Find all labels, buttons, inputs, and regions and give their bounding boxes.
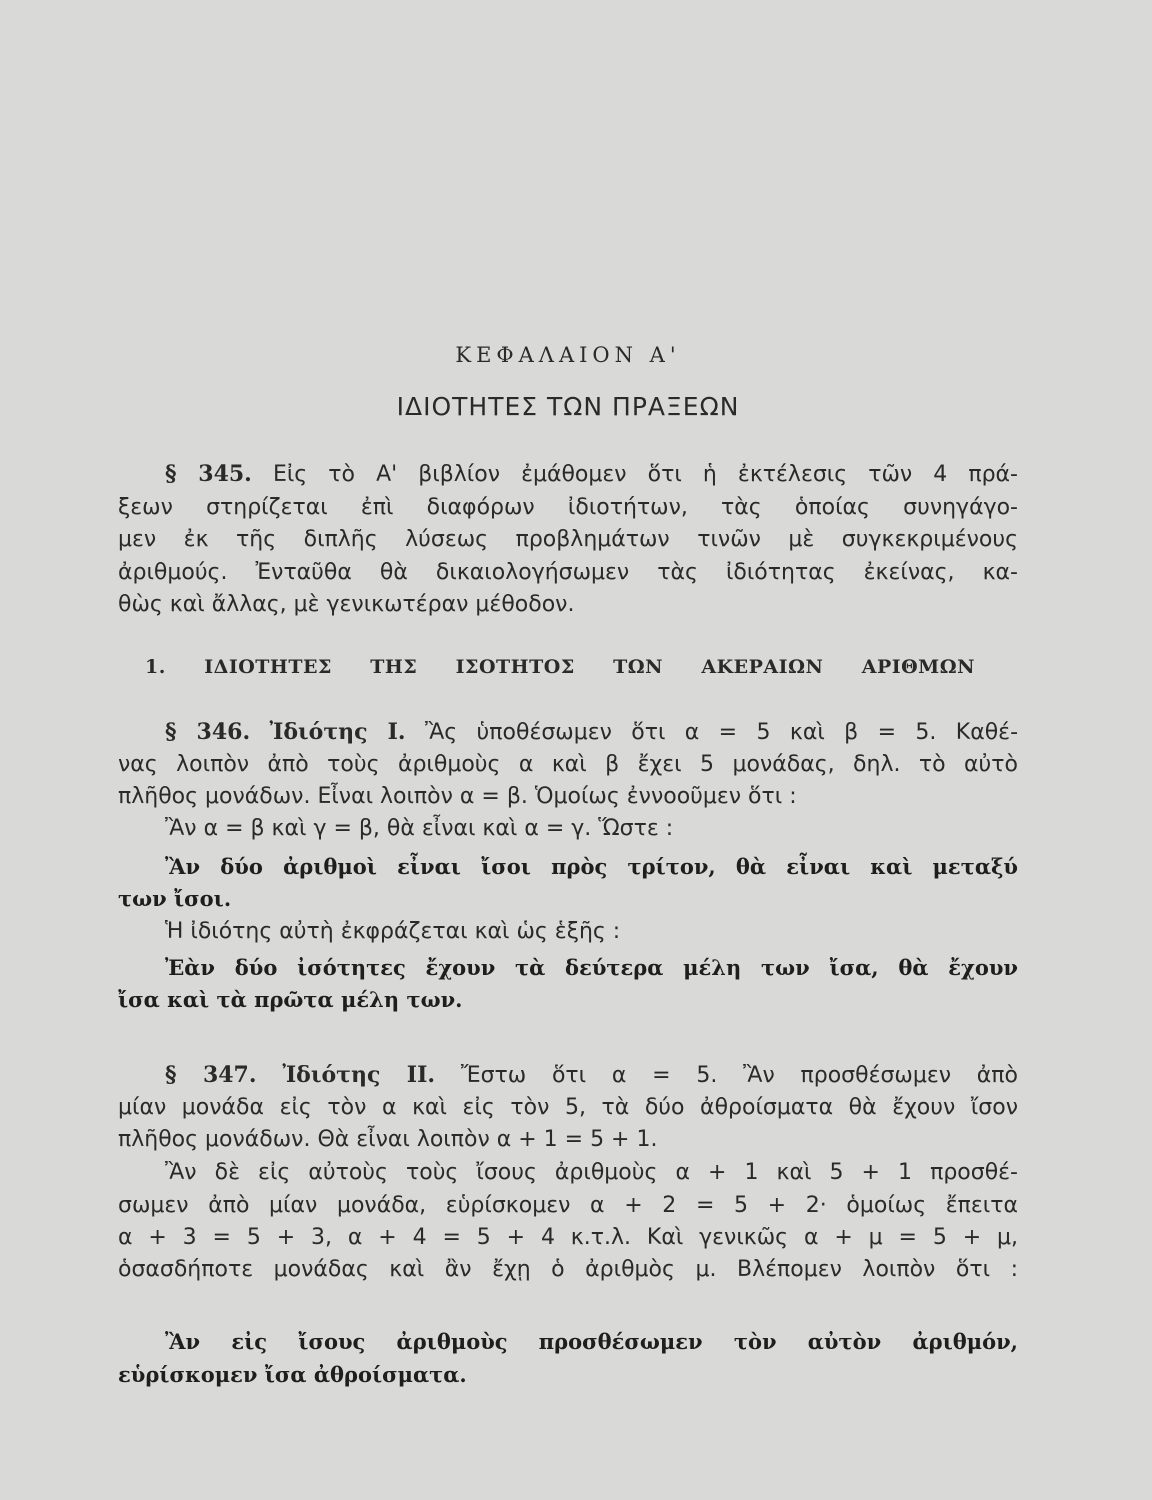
property-label: Ἰδιότης II. [282,1062,436,1088]
text-line: νας λοιπὸν ἀπὸ τοὺς ἀριθμοὺς α καὶ β ἔχει 5 μονάδας, δηλ. τὸ αὐτὸ [118,752,1018,777]
section-number: § 346. [165,719,251,745]
text-line: Ἂν α = β καὶ γ = β, θὰ εἶναι καὶ α = γ. Ὥστε : [165,816,674,841]
chapter-title: ΙΔΙΟΤΗΤΕΣ ΤΩΝ ΠΡΑΞΕΩΝ [396,392,740,421]
text-line: μεν ἐκ τῆς διπλῆς λύσεως προβλημάτων τινῶν μὲ συγκεκριμένους [118,527,1018,552]
text-line: § 346. Ἰδιότης I. Ἂς ὑποθέσωμεν ὅτι α = 5 καὶ β = 5. Καθέ- [165,719,1018,745]
rule-line: Ἐὰν δύο ἰσότητες ἔχουν τὰ δεύτερα μέλη των ἴσα, θὰ ἔχουν [165,955,1018,980]
text-line: ὁσασδήποτε μονάδας καὶ ἂν ἔχῃ ὁ ἀριθμὸς μ. Βλέπομεν λοιπὸν ὅτι : [118,1257,1018,1282]
section-number: § 347. [165,1062,257,1088]
text-line: Ἂν δὲ εἰς αὐτοὺς τοὺς ἴσους ἀριθμοὺς α + 1 καὶ 5 + 1 προσθέ- [165,1160,1018,1185]
rule-line: των ἴσοι. [118,886,232,911]
text-line: § 345. Εἰς τὸ Α' βιβλίον ἐμάθομεν ὅτι ἡ ἐκτέλεσις τῶν 4 πρά- [165,461,1018,487]
rule-line: Ἂν εἰς ἴσους ἀριθμοὺς προσθέσωμεν τὸν αὐτὸν ἀριθμόν, [165,1329,1018,1354]
rule-line: Ἂν δύο ἀριθμοὶ εἶναι ἴσοι πρὸς τρίτον, θὰ εἶναι καὶ μεταξύ [165,854,1018,879]
text-line: Ἡ ἰδιότης αὐτὴ ἐκφράζεται καὶ ὡς ἑξῆς : [165,919,621,944]
text-line: πλῆθος μονάδων. Θὰ εἶναι λοιπὸν α + 1 = 5 + 1. [118,1127,658,1152]
text-line: ἀριθμούς. Ἐνταῦθα θὰ δικαιολογήσωμεν τὰς ἰδιότητας ἐκείνας, κα- [118,560,1018,585]
text-line: πλῆθος μονάδων. Εἶναι λοιπὸν α = β. Ὁμοίως ἐννοοῦμεν ὅτι : [118,784,797,809]
text-line: ξεων στηρίζεται ἐπὶ διαφόρων ἰδιοτήτων, τὰς ὁποίας συνηγάγο- [118,495,1018,520]
section-number: § 345. [165,461,252,487]
text-line: μίαν μονάδα εἰς τὸν α καὶ εἰς τὸν 5, τὰ δύο ἀθροίσματα θὰ ἔχουν ἴσον [118,1095,1018,1120]
section-heading: 1. ΙΔΙΟΤΗΤΕΣ ΤΗΣ ΙΣΟΤΗΤΟΣ ΤΩΝ ΑΚΕΡΑΙΩΝ ΑΡΙΘΜΩΝ [145,656,975,678]
text-line: σωμεν ἀπὸ μίαν μονάδα, εὑρίσκομεν α + 2 = 5 + 2· ὁμοίως ἔπειτα [118,1193,1018,1218]
rule-line: εὑρίσκομεν ἴσα ἀθροίσματα. [118,1362,467,1387]
property-label: Ἰδιότης I. [269,719,406,745]
text-line: θὼς καὶ ἄλλας, μὲ γενικωτέραν μέθοδον. [118,592,575,617]
text-line: α + 3 = 5 + 3, α + 4 = 5 + 4 κ.τ.λ. Καὶ γενικῶς α + μ = 5 + μ, [118,1225,1018,1250]
chapter-label: ΚΕΦΑΛΑΙΟΝ Α' [455,343,681,367]
text-line: § 347. Ἰδιότης II. Ἔστω ὅτι α = 5. Ἂν προσθέσωμεν ἀπὸ [165,1062,1018,1088]
rule-line: ἴσα καὶ τὰ πρῶτα μέλη των. [118,987,463,1012]
